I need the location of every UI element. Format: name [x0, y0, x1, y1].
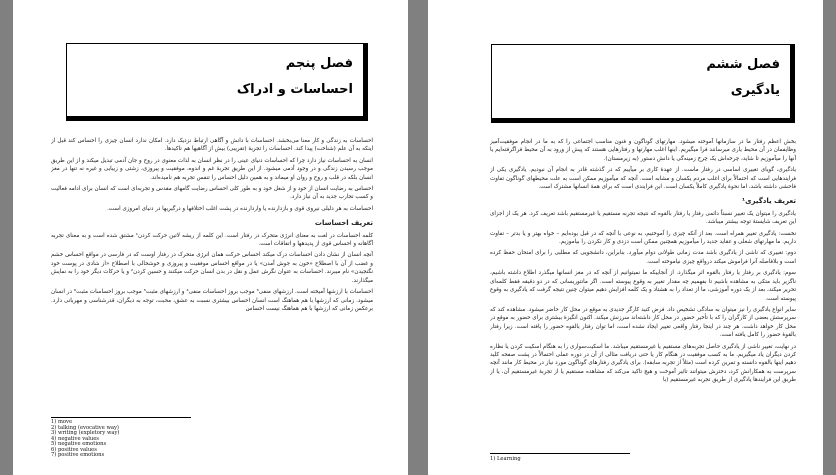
left-page — [13, 0, 408, 475]
chapter-subtitle: احساسات و ادراک — [236, 82, 353, 97]
paragraph: یادگیری، گویای تغییری اساسی در رفتار ماست. از عهدهٔ کاری بر میآییم که در گذشته قادر به انجام آن نبودیم. یادگیری یکی از فرایندهایی است که احتمالاً برای اغلب مردم یکسان و مشابه است. آنچه که میآموزیم ممکن است به علت محیطهای گوناگون تفاوت فاحشی داشته باشد، اما نحوهٔ یادگیری کاملاً یکسان است. این فرایندی است که برای همهٔ انسانها مشترک است. — [490, 167, 796, 191]
chapter-body — [51, 137, 373, 405]
footnote-item: 3) writing (expletory way) — [51, 430, 120, 436]
chapter-body — [490, 138, 796, 445]
footnote-divider — [51, 417, 191, 418]
footnote-item: 5) negative emotions — [51, 441, 107, 447]
footnote-divider — [490, 453, 630, 454]
paragraph: آنچه انسان از نشان دادن احساسات درک میکند احساس حرکت همان انرژی متحرک در رفتار اوست که در فارسی در مواقع احساس خشم و غضب از آن با اصطلاح «خون به جوش آمدن» یا در مواقع احساس موفقیت و پیروزی و خوشحالی با اصطلاح «از شادی در پوست خود نگنجیدن» نام میبرند. احساسات به عنوان نگرش عمل و نقل در بدن انسان حرکت میکنند و حسین کردن² و یا حرکات دیگر خود را به نمایش میگذارند. — [51, 252, 373, 284]
footnote-item: 1) Learning — [490, 456, 521, 462]
paragraph: انسان به احساسات نیاز دارد چرا که احساسات دنیای عینی را در نظر انسان به لذات معنوی در روح و جان آدمی تبدیل میکند و از این طریق موجب رسیدن زندگی و در وجود آدمی میشود. از این طریق تجربهٔ غم و اندوه، موفقیت و پیروزی، زشتی و زیبایی و غیره نه تنها در مغز انسان بلکه در قلب و روح و روان او میماند و به همین دلیل احساس را تنفس تجربه هم نامیده‌اند. — [51, 157, 373, 181]
paragraph: کلمه احساسات در لغت به معنای انرژی متحرک در رفتار است. این کلمه از ریشه لاتین حرکت کردن¹ مشتق شده است و به معنای تجربه آگاهانه و احساس قوی از پدیدهها و اتفاقات است. — [51, 232, 373, 248]
paragraph: احساسات به زندگی و کار معنا می‌بخشد. احساسات با دانش و آگاهی ارتباط نزدیک دارد. امکان ندارد انسان چیزی را احساس کند قبل از اینکه به آن علم (شناخت) پیدا کند. احساسات را تجربهٔ (تقریبی) بیش از آگاهیها هم تاکید‌ها. — [51, 138, 373, 153]
paragraph: احساسات به هر دلیلی نیروی قوی و بازدارنده یا واردارنده در پشت اغلب اختلافها و درگیریها در دنیای امروزی است. — [107, 205, 373, 212]
footnotes — [490, 457, 521, 463]
right-page — [428, 0, 823, 475]
chapter-title-box — [491, 44, 795, 123]
paragraph: یادگیری را میتوان یک تغییر نسبتاً دائمی رفتار یا رفتار بالقوه که نتیجه تجربه مستقیم یا غیرمستقیم باشد تعریف کرد. هر یک از اجزای این تعریف شایستهٔ توجه بیشتر میباشد. — [490, 210, 796, 226]
chapter-title-box — [66, 43, 368, 121]
paragraph: احساسات با ارزشها آمیخته است. ارزشهای منفی³ موجب بروز احساسات منفی⁴ و ارزشهای مثبت⁵ موجب بروز احساسات مثبت⁶ در انسان میشود. زمانی که ارزشها با هم هماهنگ است انسان احساس بیشتری نسبت به عشق، محبت، توجه به دیگران، قدرشناسی و مهربانی دارد. برعکس زمانی که ارزشها با هم هماهنگ نیست احساس — [51, 289, 373, 312]
section-heading: تعریف یادگیری¹ — [742, 197, 796, 206]
footnote-item: 6) positive values — [51, 446, 97, 453]
footnote-item: 7) positive emotions — [51, 452, 105, 458]
paragraph: در نهایت، تغییر ناشی از یادگیری حاصل تجربه‌های مستقیم یا غیرمستقیم میباشد. ما اسکیت‌سواری را به هنگام اسکیت کردن یا نظاره کردن دیگران یاد میگیریم. ما به کسب موفقیت در هنگام کار یا حتی دریافت مثالی از آن در دوره عملی احتمالاً در پشت صفحه کلید دهیم اینها بالقوه دانسته و تمرین کرده است (مثلاً از تجربه سابقه). برای یادگیری رفتارهای گوناگون مورد نیاز در محیط کار مانند آنچه سرپرست به همکارانش کرد، دخترش میتوانند تاثیر آموخت و هیچ تاکید می‌کند که مشاهده مستقیم یا از تجربهٔ غیرمستقیم آن، یا از طریق این فرایندها یادگیری از طریق تجربه غیرمستقیم (با — [490, 343, 796, 384]
paragraph: احساس به رضایت انسان از خود و از شغل خود و به طور کلی احساس رضایت گامهای مقدس و تجربه‌ای است که انسان برای ادامه فعالیت و کسب تجارب جدید به آن نیاز دارد. — [51, 186, 373, 201]
chapter-heading: فصل ششم — [706, 57, 780, 72]
footnotes — [51, 420, 119, 459]
chapter-subtitle: یادگیری — [730, 83, 780, 98]
section-heading: تعریف احساسات — [314, 219, 373, 228]
paragraph: دوم: تغییری که ناشی از یادگیری باشد مدت زمانی طولانی دوام میآورد. بنابراین، دانشجویی که مطلبی را برای امتحان حفظ کرده است و بلافاصله آنرا فراموش میکند درواقع چیزی نیاموخته است. — [490, 250, 796, 265]
paragraph: سایر انواع یادگیری را نیز میتوان به سادگی تشخیص داد. فرض کنید کارگر جدیدی به موقع در محل کار حاضر میشود. مشاهده کند که سرپرستش بعضی از کارگران را که با تأخیر حضور در محل کار داشته‌اند سرزنش میکند. اکنون انگیزهٔ بیشتری برای حضور به موقع در محل کار خواهد داشت. هر چند در اینجا رفتار واقعی تغییر ایجاد نشده است، اما توان رفتار بالقوه حضور را یافته است. زیرا رفتار بالقوهٔ حضور را کامل یافته است. — [490, 306, 796, 339]
footnote-item: 4) negative values — [51, 435, 99, 442]
chapter-heading: فصل پنجم — [285, 56, 353, 71]
paragraph: سوم: یادگیری بر رفتار یا رفتار بالقوه اثر میگذارد. از آنجاییکه ما نمیتوانیم از آنچه که در مغز انسانها میگذرد اطلاع داشته باشیم، ناگزیر باید متکی به مشاهده باشیم تا بفهمیم چه مقدار تغییر به وقوع پیوسته است. اگر مانتوریسانی که در دو دقیقه فقط کلمه‌ای تحریر میکند، بعد از یک دوره آموزشی، ما از تعداد را به هشتاد و یک کلمه افزایش دهیم میتوان چنین نتیجه گرفت که یادگیری به وقوع پیوسته است. — [490, 270, 796, 302]
footnote-item: 2) talking (evocative way) — [51, 424, 119, 431]
footnote-item: 1) move — [51, 419, 73, 425]
paragraph: نخست: یادگیری تغییر همراه است. بعد از آنکه چیزی را آموختیم، به نوعی با آنچه که در قبل بوده‌ایم – خواه بهتر و یا بدتر – تفاوت داریم. ما مهارتهای شغلی و عقاید جدید را میآموزیم همچنین ممکن است دزدی و کار نکردن را بیاموزیم. — [490, 230, 796, 246]
paragraph: بخش اعظم رفتار ما در سازمانها آموخته میشود. مهارتهای گوناگون و فنون مناسب اجتماعی را که به ما در انجام موفقیت‌آمیز وظایفمان در آن محیط یاری میرسانند فرا میگیریم. اینها اغلب مهارتها و رفتارهایی هستند که پیش از ورود به آن محیط فراگرفته‌ایم یا آنها را میآموزیم تا شاید، چرخه‌اش یک چرخ زمینه‌گی یا دانش دستور (به زیرمستان). — [490, 139, 796, 162]
